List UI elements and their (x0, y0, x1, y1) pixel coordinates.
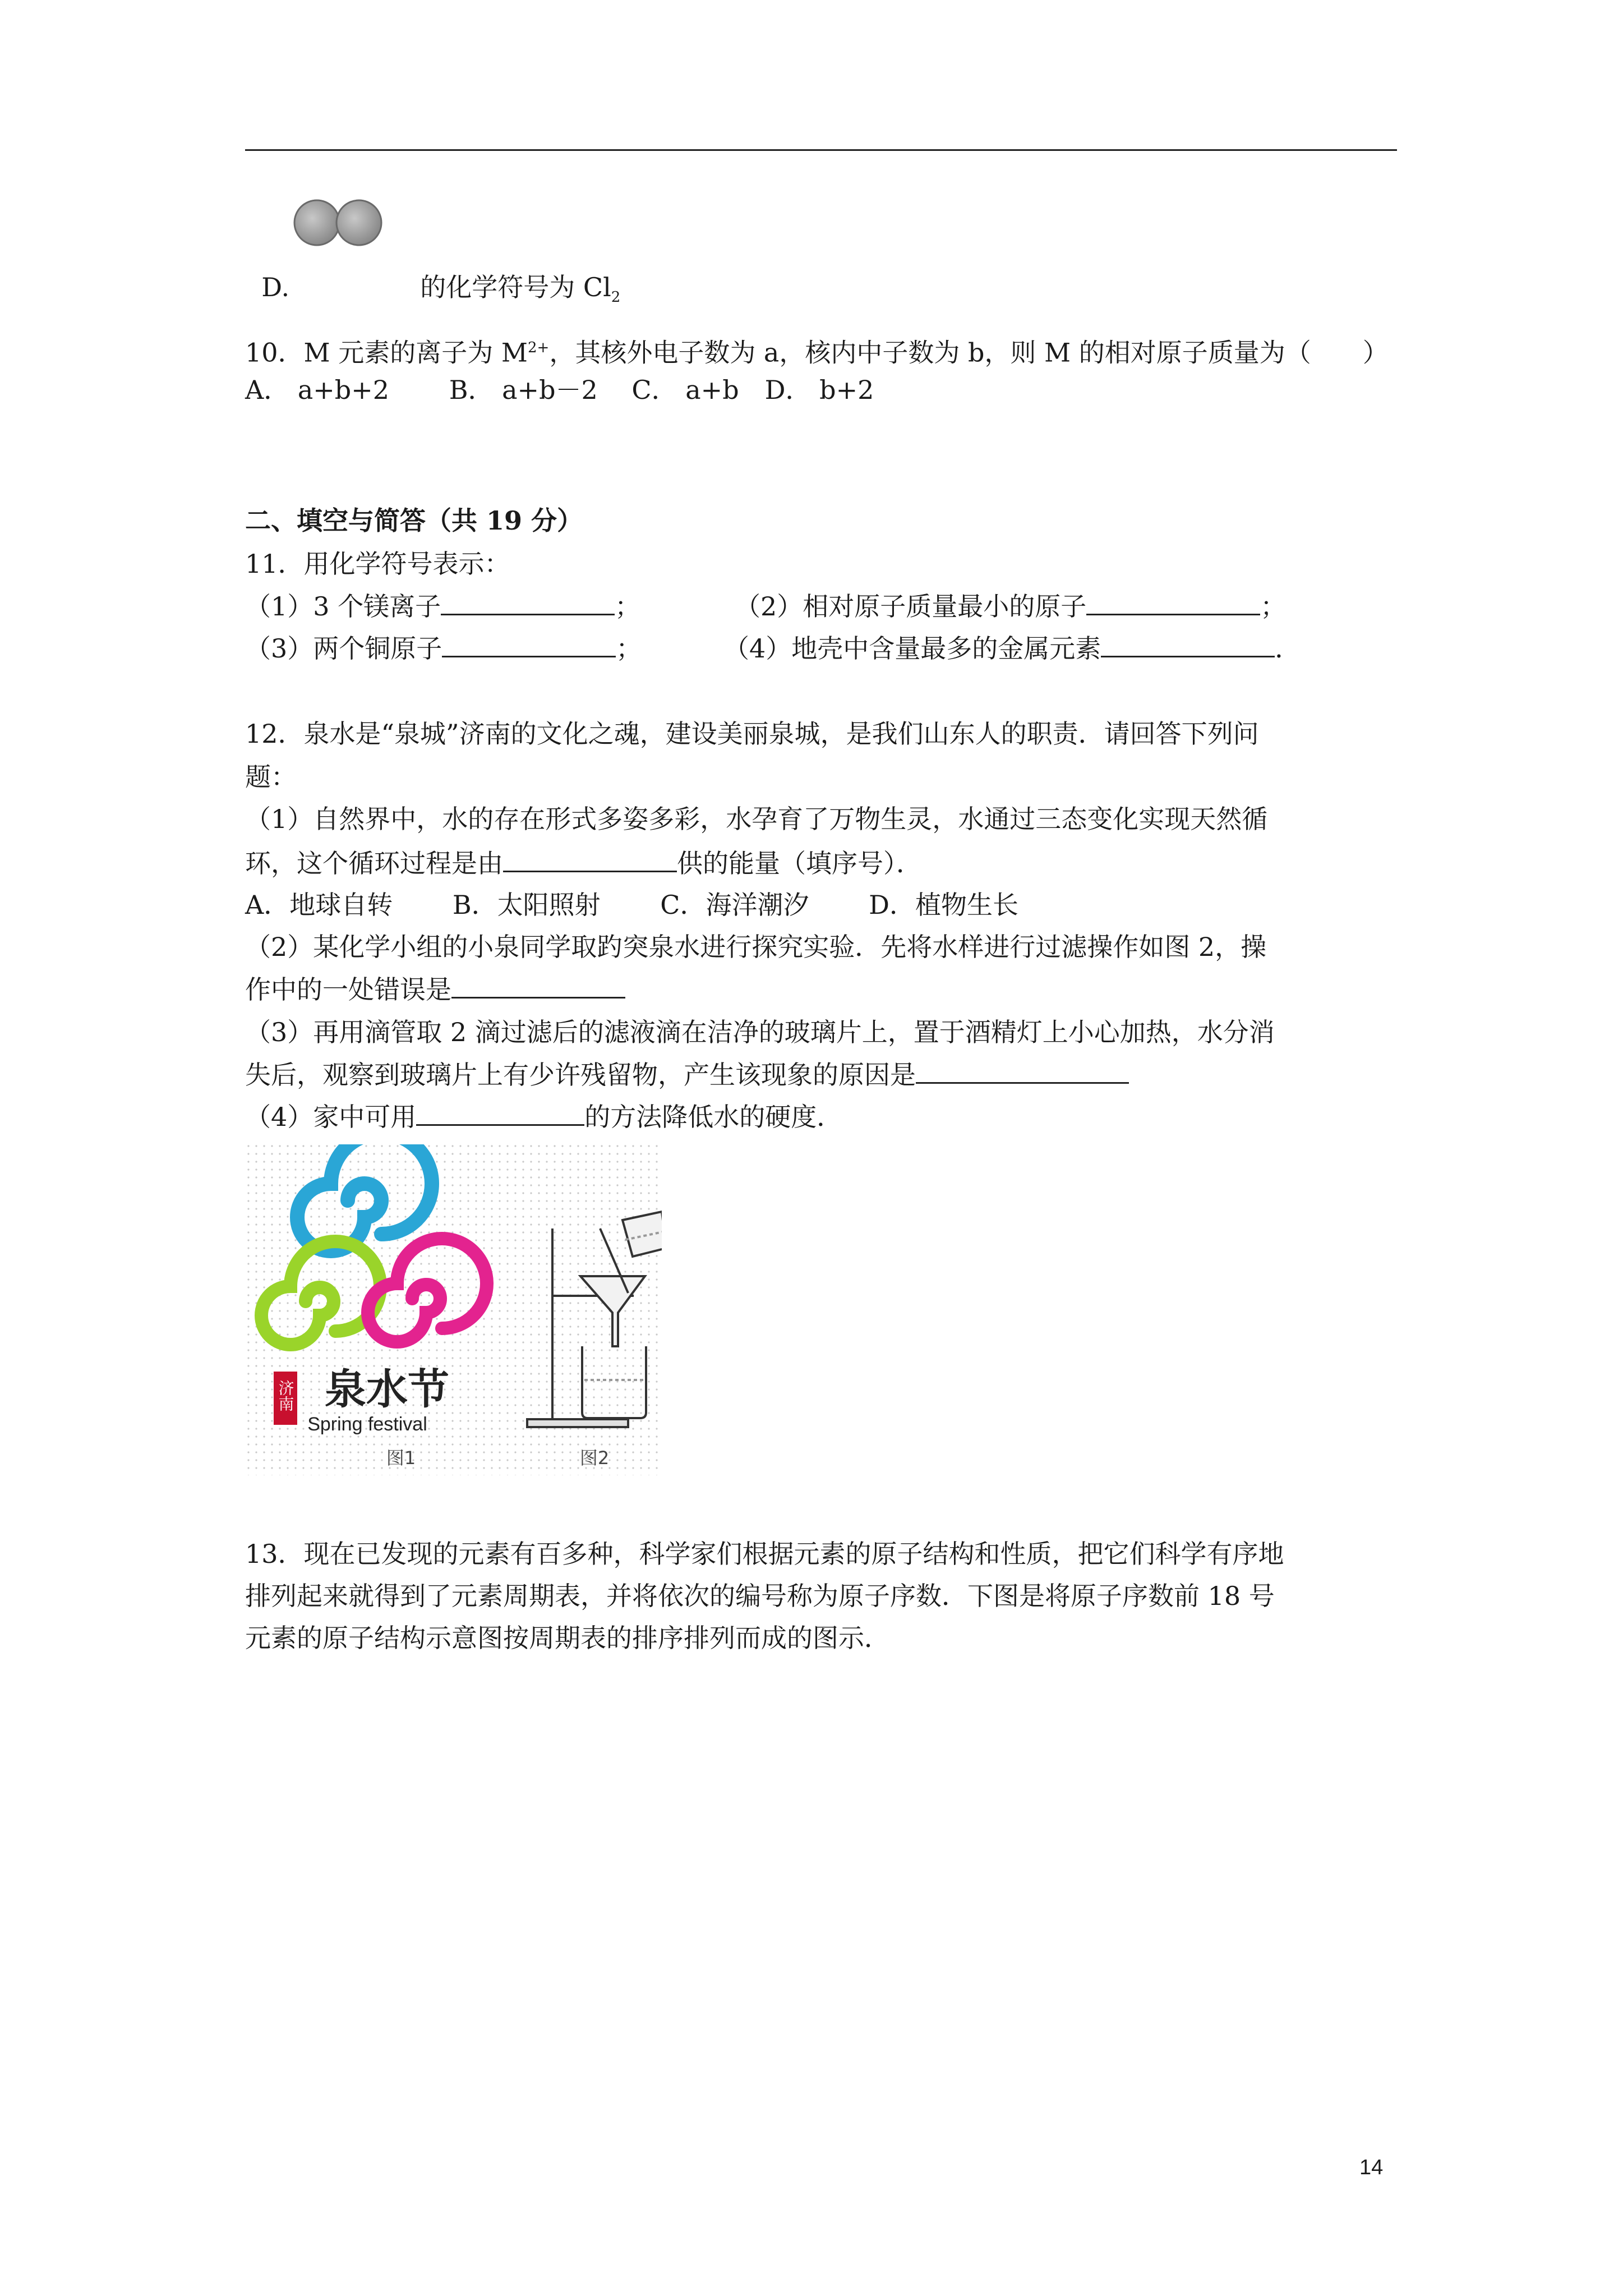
q11-row1-right: （2）相对原子质量最小的原子 ； (735, 589, 1286, 623)
answer-blank[interactable] (503, 846, 677, 872)
answer-blank[interactable] (1101, 631, 1275, 657)
q12-stem-2: 题： (245, 762, 297, 792)
q13-line-2: 排列起来就得到了元素周期表，并将依次的编号称为原子序数．下图是将原子序数前 18 号 (245, 1581, 1275, 1611)
q11-row2-right: （4）地壳中含量最多的金属元素 ． (723, 631, 1301, 665)
q12-options: A．地球自转 B．太阳照射 C．海洋潮汐 D．植物生长 (245, 890, 1018, 920)
answer-blank[interactable] (442, 631, 616, 657)
answer-blank[interactable] (1086, 589, 1260, 615)
q12-figure (247, 1144, 662, 1475)
q12-p4: （4）家中可用 的方法降低水的硬度． (245, 1099, 842, 1134)
answer-blank[interactable] (416, 1099, 584, 1126)
seal-text: 济南 (276, 1380, 295, 1411)
header-rule (245, 149, 1397, 151)
q12-p1-b: 环，这个循环过程是由 供的能量（填序号）． (245, 846, 922, 880)
logo-en: Spring festival (307, 1414, 427, 1435)
q11-stem: 11．用化学符号表示： (245, 549, 510, 579)
q11-row2: （3）两个铜原子 ； (245, 631, 642, 665)
answer-blank[interactable] (916, 1057, 1129, 1084)
q13-line-3: 元素的原子结构示意图按周期表的排序排列而成的图示． (245, 1623, 890, 1653)
answer-blank[interactable] (451, 972, 625, 999)
fig2-caption: 图2 (579, 1447, 610, 1469)
q13-line-1: 13．现在已发现的元素有百多种，科学家们根据元素的原子结构和性质，把它们科学有序地 (245, 1539, 1284, 1569)
q12-p1-a: （1）自然界中，水的存在形式多姿多彩，水孕育了万物生灵，水通过三态变化实现天然循 (245, 804, 1268, 834)
page-number: 14 (1359, 2156, 1384, 2179)
fig1-caption: 图1 (386, 1447, 416, 1469)
q12-stem-1: 12．泉水是“泉城”济南的文化之魂，建设美丽泉城，是我们山东人的职责．请回答下列问 (245, 719, 1259, 749)
q10-options: A． a+b+2 B． a+b－2 C． a+b D． b+2 (245, 375, 874, 405)
q12-p2-a: （2）某化学小组的小泉同学取趵突泉水进行探究实验．先将水样进行过滤操作如图 2，操 (245, 932, 1267, 962)
q12-p2-b: 作中的一处错误是 (245, 972, 625, 1006)
logo-title: 泉水节 (325, 1365, 449, 1414)
q9-option-d: D. (261, 272, 290, 302)
q10-stem: 10．M 元素的离子为 $M^{2+}$，其核外电子数为 a，核内中子数为 b，则 M 的相对原子质量为（ ） (245, 337, 1389, 368)
q11-row1: （1）3 个镁离子 ； (245, 589, 640, 623)
section-heading: 二、填空与简答（共 19 分） (245, 505, 583, 536)
q9-option-d-text: 的化学符号为 $Cl_2$ (420, 272, 621, 306)
q12-p3-b: 失后，观察到玻璃片上有少许残留物，产生该现象的原因是 (245, 1057, 1129, 1092)
cl2-molecule-icon (292, 197, 387, 248)
q12-p3-a: （3）再用滴管取 2 滴过滤后的滤液滴在洁净的玻璃片上，置于酒精灯上小心加热，水分消 (245, 1017, 1275, 1047)
answer-blank[interactable] (441, 589, 615, 615)
